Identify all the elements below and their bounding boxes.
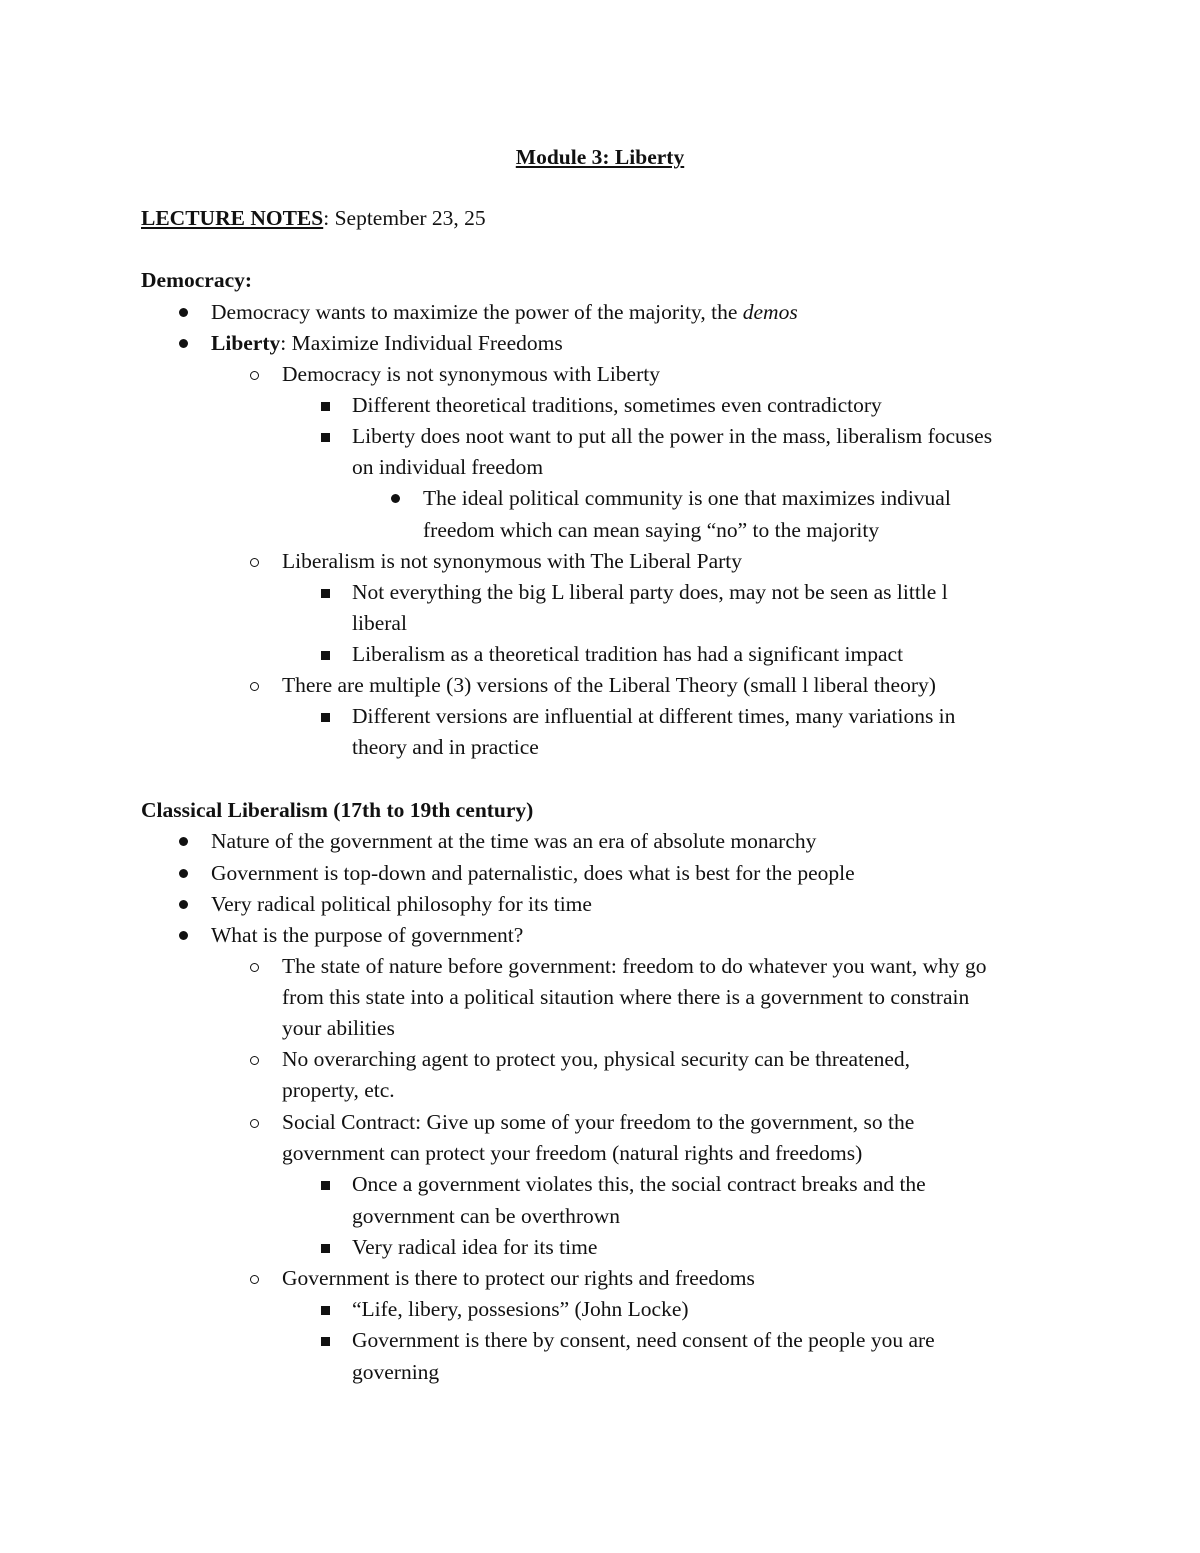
list-item: Different versions are influential at different times, many variations in <box>352 704 956 728</box>
list-item: There are multiple (3) versions of the Liberal Theory (small l liberal theory) <box>282 673 936 697</box>
bullet-circle-icon <box>250 963 259 972</box>
bullet-square-icon <box>321 651 330 660</box>
bold-term-liberty: Liberty <box>211 331 281 355</box>
list-item-continuation: from this state into a political sitaution where there is a government to constrain <box>282 985 970 1009</box>
list-item: The state of nature before government: freedom to do whatever you want, why go <box>282 954 987 978</box>
bullet-disc-icon <box>179 931 188 940</box>
bullet-square-icon <box>321 1337 330 1346</box>
list-item: Different theoretical traditions, sometimes even contradictory <box>352 393 882 417</box>
list-item: Once a government violates this, the social contract breaks and the <box>352 1172 926 1196</box>
list-item: Government is there by consent, need consent of the people you are <box>352 1328 935 1352</box>
list-item: Not everything the big L liberal party does, may not be seen as little l <box>352 580 948 604</box>
list-item: No overarching agent to protect you, physical security can be threatened, <box>282 1047 911 1071</box>
list-item-text: Democracy wants to maximize the power of the majority, the <box>211 300 743 324</box>
bullet-circle-icon <box>250 1275 259 1284</box>
bullet-square-icon <box>321 402 330 411</box>
bullet-circle-icon <box>250 1056 259 1065</box>
bullet-square-icon <box>321 433 330 442</box>
list-item: Liberalism as a theoretical tradition has had a significant impact <box>352 642 904 666</box>
lecture-notes-label: LECTURE NOTES <box>141 206 324 230</box>
bullet-disc-icon <box>179 837 188 846</box>
page-title: Module 3: Liberty <box>515 145 685 169</box>
bullet-square-icon <box>321 713 330 722</box>
emphasis-demos: demos <box>742 300 798 324</box>
bullet-disc-icon <box>179 900 188 909</box>
bullet-circle-icon <box>250 558 259 567</box>
list-item-continuation: government can protect your freedom (natural rights and freedoms) <box>282 1141 863 1165</box>
bullet-circle-icon <box>250 682 259 691</box>
list-item-continuation: property, etc. <box>282 1078 395 1102</box>
list-item: Liberalism is not synonymous with The Liberal Party <box>282 549 743 573</box>
list-item: Government is top-down and paternalistic, does what is best for the people <box>211 861 855 885</box>
lecture-dates: September 23, 25 <box>329 206 486 230</box>
bullet-disc-icon <box>391 494 400 503</box>
list-item: “Life, libery, possesions” (John Locke) <box>352 1297 689 1321</box>
list-item-continuation: liberal <box>352 611 407 635</box>
list-item-continuation: your abilities <box>282 1016 395 1040</box>
lecture-notes-line <box>141 203 486 234</box>
list-item-continuation: government can be overthrown <box>352 1204 621 1228</box>
classical-liberalism-heading: Classical Liberalism (17th to 19th century) <box>141 798 534 822</box>
list-item: The ideal political community is one that maximizes indivual <box>423 486 951 510</box>
list-item <box>211 297 798 328</box>
list-item: Democracy is not synonymous with Liberty <box>282 362 660 386</box>
bullet-circle-icon <box>250 1119 259 1128</box>
list-item-continuation: theory and in practice <box>352 735 539 759</box>
list-item: Government is there to protect our rights and freedoms <box>282 1266 755 1290</box>
bullet-circle-icon <box>250 371 259 380</box>
list-item-text: : Maximize Individual Freedoms <box>280 331 563 355</box>
democracy-heading: Democracy: <box>141 268 253 292</box>
list-item: Social Contract: Give up some of your freedom to the government, so the <box>282 1110 915 1134</box>
bullet-square-icon <box>321 1244 330 1253</box>
list-item: Very radical political philosophy for its time <box>211 892 592 916</box>
list-item-continuation: freedom which can mean saying “no” to the majority <box>423 518 880 542</box>
list-item: Liberty does noot want to put all the power in the mass, liberalism focuses <box>352 424 993 448</box>
bullet-disc-icon <box>179 308 188 317</box>
bullet-square-icon <box>321 1306 330 1315</box>
bullet-square-icon <box>321 1181 330 1190</box>
list-item: What is the purpose of government? <box>211 923 524 947</box>
bullet-square-icon <box>321 589 330 598</box>
list-item: Very radical idea for its time <box>352 1235 598 1259</box>
bullet-disc-icon <box>179 339 188 348</box>
list-item: Nature of the government at the time was an era of absolute monarchy <box>211 829 817 853</box>
list-item <box>211 328 563 359</box>
bullet-disc-icon <box>179 869 188 878</box>
lecture-notes-colon: : <box>323 206 330 230</box>
list-item-continuation: on individual freedom <box>352 455 544 479</box>
list-item-continuation: governing <box>352 1360 440 1384</box>
